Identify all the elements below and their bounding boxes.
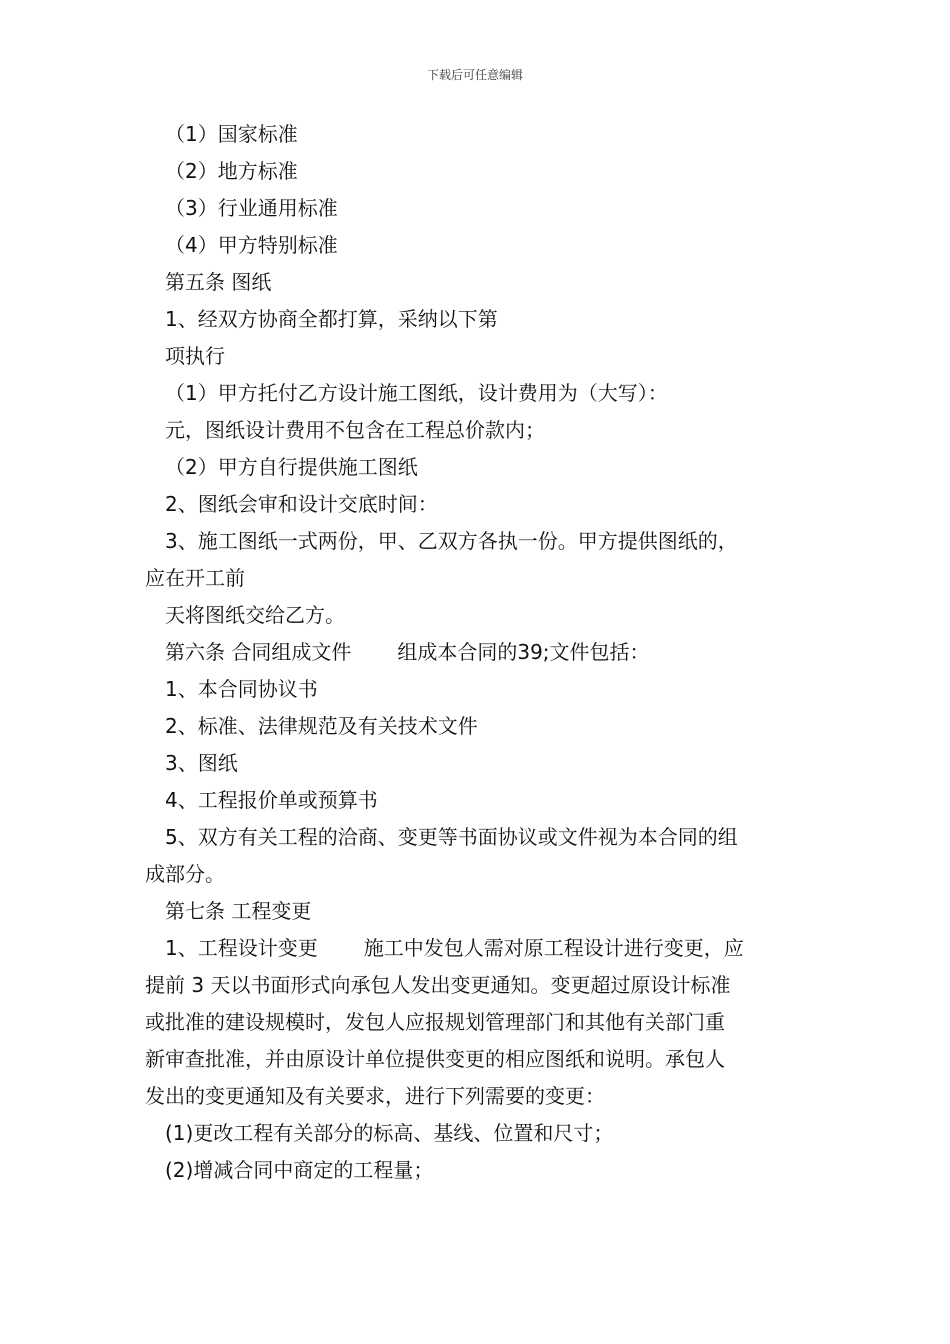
- text-line: [145, 560, 810, 597]
- line-text: 2、标准、法律规范及有关技术文件: [165, 714, 478, 738]
- line-text: (1)更改工程有关部分的标高、基线、位置和尺寸；: [165, 1121, 614, 1145]
- line-text: 4、工程报价单或预算书: [165, 788, 378, 812]
- line-text: 1、工程设计变更: [165, 936, 318, 960]
- line-text-continued: 组成本合同的39;文件包括：: [397, 640, 650, 664]
- line-text: 1、经双方协商全都打算，采纳以下第: [165, 307, 498, 331]
- text-line: [145, 1152, 810, 1189]
- line-text: （1）国家标准: [165, 122, 298, 146]
- text-line: [145, 634, 810, 671]
- line-text: 第七条 工程变更: [165, 899, 312, 923]
- line-text: 新审查批准，并由原设计单位提供变更的相应图纸和说明。承包人: [145, 1047, 725, 1071]
- line-text: (2)增减合同中商定的工程量；: [165, 1158, 434, 1182]
- text-line: [145, 153, 810, 190]
- line-text: （2）地方标准: [165, 159, 298, 183]
- text-line: [145, 745, 810, 782]
- text-line: [145, 412, 810, 449]
- text-line: [145, 967, 810, 1004]
- line-text: 第五条 图纸: [165, 270, 272, 294]
- line-text: 第六条 合同组成文件: [165, 640, 352, 664]
- document-body: [145, 116, 810, 1189]
- text-line: [145, 708, 810, 745]
- line-text: 5、双方有关工程的洽商、变更等书面协议或文件视为本合同的组: [165, 825, 738, 849]
- text-line: [145, 930, 810, 967]
- line-text: （2）甲方自行提供施工图纸: [165, 455, 418, 479]
- text-line: [145, 116, 810, 153]
- line-text: 元，图纸设计费用不包含在工程总价款内；: [165, 418, 545, 442]
- line-text: 3、图纸: [165, 751, 238, 775]
- text-line: [145, 227, 810, 264]
- page-header: 下载后可任意编辑: [426, 68, 523, 82]
- text-line: [145, 1115, 810, 1152]
- text-line: [145, 819, 810, 856]
- line-text: 发出的变更通知及有关要求，进行下列需要的变更：: [145, 1084, 605, 1108]
- text-line: [145, 893, 810, 930]
- line-text: 2、图纸会审和设计交底时间：: [165, 492, 438, 516]
- line-text: 1、本合同协议书: [165, 677, 318, 701]
- line-text: 3、施工图纸一式两份，甲、乙双方各执一份。甲方提供图纸的，: [165, 529, 738, 553]
- text-line: [145, 782, 810, 819]
- line-text-continued: 施工中发包人需对原工程设计进行变更，应: [363, 936, 744, 960]
- text-line: [145, 597, 810, 634]
- line-text: （3）行业通用标准: [165, 196, 338, 220]
- line-text: 项执行: [165, 344, 225, 368]
- line-text: 成部分。: [145, 862, 225, 886]
- text-line: [145, 1041, 810, 1078]
- text-line: [145, 449, 810, 486]
- line-text: 或批准的建设规模时，发包人应报规划管理部门和其他有关部门重: [145, 1010, 725, 1034]
- line-text: （1）甲方托付乙方设计施工图纸，设计费用为（大写）：: [165, 381, 668, 405]
- text-line: [145, 190, 810, 227]
- text-line: [145, 264, 810, 301]
- text-line: [145, 523, 810, 560]
- line-text: 应在开工前: [145, 566, 245, 590]
- text-line: [145, 856, 810, 893]
- text-line: [145, 301, 810, 338]
- text-line: [145, 1078, 810, 1115]
- text-line: [145, 375, 810, 412]
- line-text: 天将图纸交给乙方。: [165, 603, 345, 627]
- line-text: 提前 3 天以书面形式向承包人发出变更通知。变更超过原设计标准: [145, 973, 731, 997]
- text-line: [145, 671, 810, 708]
- text-line: [145, 1004, 810, 1041]
- line-text: （4）甲方特别标准: [165, 233, 338, 257]
- text-line: [145, 338, 810, 375]
- text-line: [145, 486, 810, 523]
